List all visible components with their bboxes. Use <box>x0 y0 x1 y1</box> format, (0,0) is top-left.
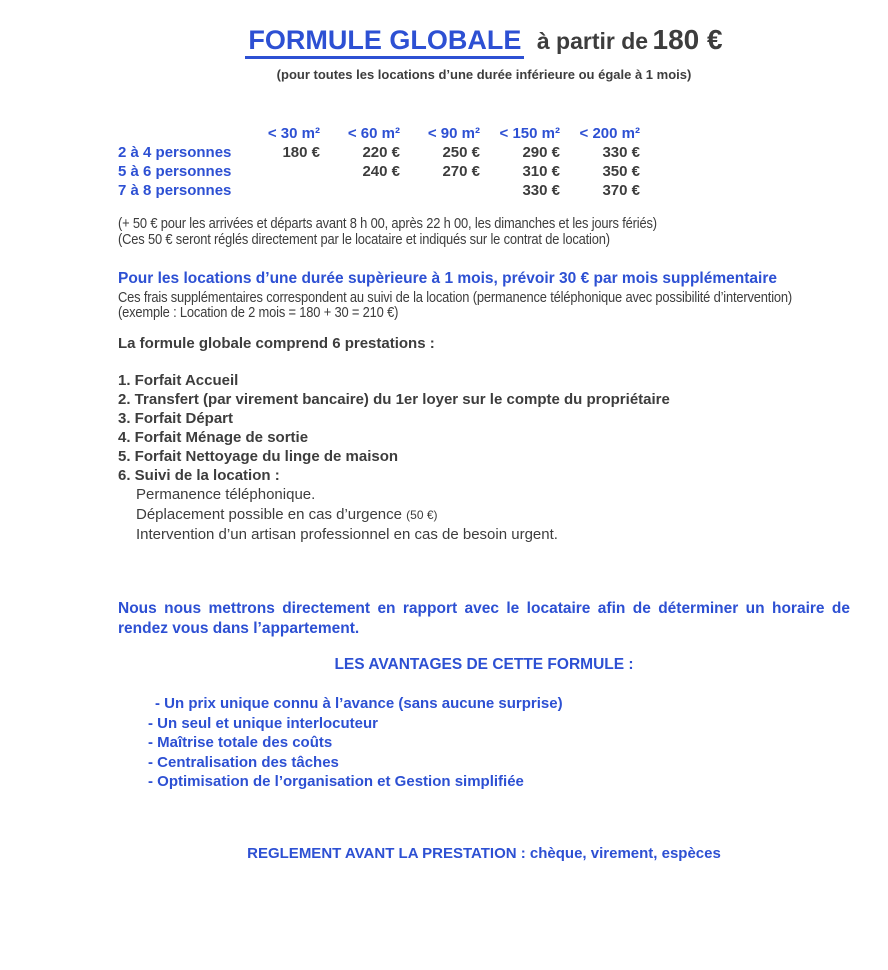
table-cell: 330 € <box>522 182 560 199</box>
table-cell: 240 € <box>362 163 400 180</box>
monthly-supplement-heading: Pour les locations d’une durée supèrieure à 1 mois, prévoir 30 € par mois supplémentaire <box>118 270 777 287</box>
monthly-note-line: Ces frais supplémentaires correspondent au suivi de la location (permanence téléphonique avec possibilité d’intervention) <box>118 289 793 306</box>
advantages-section <box>118 655 850 792</box>
starting-price: 180 € <box>652 24 723 55</box>
table-col-header: < 200 m² <box>579 125 640 142</box>
table-cell: 270 € <box>442 163 480 180</box>
table-cell: 290 € <box>522 144 560 161</box>
prestation-item: 4. Forfait Ménage de sortie <box>118 429 309 446</box>
table-cell <box>400 181 480 200</box>
payment-terms-line: REGLEMENT AVANT LA PRESTATION : chèque, virement, espèces <box>247 844 721 862</box>
suivi-sub-item-note: (50 €) <box>406 508 438 522</box>
monthly-note-line: (exemple : Location de 2 mois = 180 + 30 = 210 €) <box>118 304 399 321</box>
suivi-sub-item <box>118 525 850 545</box>
title-subtitle: (pour toutes les locations d’une durée inférieure ou égale à 1 mois) <box>276 67 692 82</box>
prestation-item: 5. Forfait Nettoyage du linge de maison <box>118 448 399 465</box>
table-cell: 310 € <box>522 163 560 180</box>
footnote-line: (+ 50 € pour les arrivées et départs avant 8 h 00, après 22 h 00, les dimanches et les jours fériés) <box>118 215 657 232</box>
suivi-sub-item-text: Intervention d’un artisan professionnel en cas de besoin urgent. <box>136 526 558 543</box>
prestation-item: 6. Suivi de la location : <box>118 467 280 484</box>
table-cell <box>240 181 320 200</box>
suivi-sub-list <box>118 485 850 545</box>
monthly-supplement-notes <box>118 290 850 320</box>
footnote-line: (Ces 50 € seront réglés directement par le locataire et indiqués sur le contrat de location) <box>118 231 610 248</box>
advantage-item: - Centralisation des tâches <box>148 753 339 771</box>
table-cell: 220 € <box>362 144 400 161</box>
table-cell <box>320 181 400 200</box>
table-cell: 250 € <box>442 144 480 161</box>
table-row-label: 2 à 4 personnes <box>118 144 232 161</box>
table-row-label: 5 à 6 personnes <box>118 163 232 180</box>
table-cell <box>240 162 320 181</box>
page-title: FORMULE GLOBALE <box>245 25 524 59</box>
table-cell: 370 € <box>602 182 640 199</box>
table-cell: 180 € <box>282 144 320 161</box>
table-col-header: < 60 m² <box>347 125 400 142</box>
table-col-header: < 30 m² <box>267 125 320 142</box>
prestations-heading: La formule globale comprend 6 prestations : <box>118 335 435 352</box>
price-footnotes <box>118 216 850 248</box>
advantage-item: - Maîtrise totale des coûts <box>148 734 333 751</box>
table-corner-cell <box>118 124 240 143</box>
table-row-label: 7 à 8 personnes <box>118 182 232 199</box>
advantages-heading: LES AVANTAGES DE CETTE FORMULE : <box>334 656 634 673</box>
table-col-header: < 150 m² <box>499 125 560 142</box>
suivi-sub-item-text: Permanence téléphonique. <box>136 486 316 503</box>
prestations-section <box>118 334 850 545</box>
suivi-sub-item <box>118 485 850 505</box>
appointment-paragraph: Nous nous mettrons directement en rapport avec le locataire afin de déterminer un horaire de rendez vous dans l’appartement. <box>118 600 850 637</box>
advantage-item: - Un prix unique connu à l’avance (sans aucune surprise) <box>155 695 563 712</box>
table-cell: 350 € <box>602 163 640 180</box>
prestation-item: 1. Forfait Accueil <box>118 372 239 389</box>
prestation-item: 3. Forfait Départ <box>118 410 234 427</box>
table-cell: 330 € <box>602 144 640 161</box>
suivi-sub-item <box>118 505 850 525</box>
advantages-list <box>148 694 850 792</box>
pricing-table <box>118 124 850 200</box>
advantage-item: - Optimisation de l’organisation et Gestion simplifiée <box>148 773 524 790</box>
document-header <box>118 24 850 82</box>
suivi-sub-item-text: Déplacement possible en cas d’urgence <box>136 506 407 523</box>
prestations-list <box>118 371 850 485</box>
table-col-header: < 90 m² <box>427 125 480 142</box>
title-suffix: à partir de <box>536 28 649 54</box>
monthly-supplement-section <box>118 269 850 320</box>
title-line <box>118 24 850 56</box>
advantage-item: - Un seul et unique interlocuteur <box>148 714 379 732</box>
prestation-item: 2. Transfert (par virement bancaire) du 1er loyer sur le compte du propriétaire <box>118 391 670 408</box>
